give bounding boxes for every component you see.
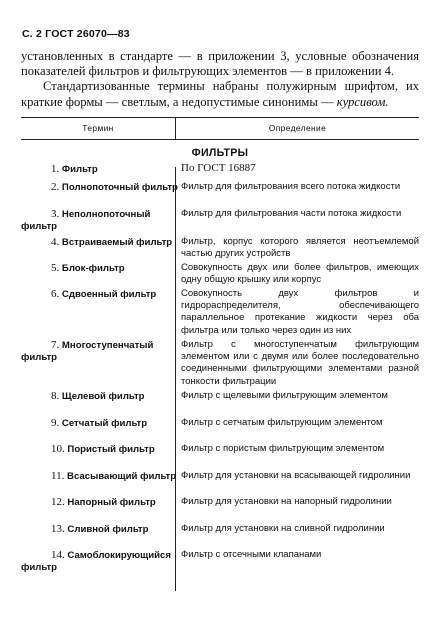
- section-title: ФИЛЬТРЫ: [191, 147, 249, 159]
- term-cell: [21, 390, 177, 403]
- term-cell: [21, 262, 177, 275]
- definition-cell: Фильтр для установки на всасывающей гидролинии: [181, 470, 411, 481]
- term-name: Сливной фильтр: [67, 524, 149, 535]
- term-cell: [21, 549, 174, 575]
- term-number: 11.: [51, 470, 65, 482]
- column-header-definition: Определение: [268, 123, 327, 133]
- term-cell: [21, 417, 177, 430]
- term-cell: [21, 339, 174, 365]
- term-cell: [21, 163, 177, 176]
- table-header-rule: [21, 139, 419, 140]
- intro-paragraph-2: [21, 79, 419, 109]
- term-name: Полнопоточный фильтр: [61, 182, 178, 193]
- term-cell: [21, 523, 177, 536]
- definition-cell: По ГОСТ 16887: [181, 162, 256, 174]
- term-number: 12.: [51, 496, 65, 508]
- term-number: 6.: [51, 288, 60, 300]
- column-header-term: Термин: [82, 123, 114, 133]
- definition-cell: Фильтр для установки на напорный гидролинии: [181, 496, 392, 507]
- definition-cell: Фильтр с отсечными клапанами: [181, 549, 322, 560]
- term-name: Неполнопоточный фильтр: [21, 209, 151, 233]
- definition-cell: Фильтр, корпус которого является неотъемлемой частью других устройств: [181, 236, 419, 260]
- term-name: Самоблокирующийся фильтр: [21, 550, 171, 574]
- term-number: 5.: [51, 262, 60, 274]
- definition-cell: Фильтр с пористым фильтрующим элементом: [181, 443, 385, 454]
- term-cell: [21, 208, 174, 234]
- term-cell: [21, 236, 177, 249]
- term-cell: [21, 181, 177, 194]
- definition-cell: Фильтр с щелевыми фильтрующим элементом: [181, 390, 388, 401]
- term-name: Напорный фильтр: [67, 497, 156, 508]
- definition-cell: Фильтр для фильтрования всего потока жидкости: [181, 181, 401, 192]
- term-number: 7.: [51, 339, 60, 351]
- term-number: 1.: [51, 163, 60, 175]
- term-number: 9.: [51, 417, 60, 429]
- definition-cell: Фильтр для фильтрования части потока жидкости: [181, 208, 402, 219]
- term-cell: [21, 496, 177, 509]
- definition-cell: Совокупность двух или более фильтров, имеющих одну общую крышку или корпус: [181, 262, 419, 286]
- term-name: Сдвоенный фильтр: [61, 289, 157, 300]
- term-number: 14.: [51, 549, 65, 561]
- term-name: Всасывающий фильтр: [67, 471, 177, 482]
- term-number: 3.: [51, 208, 60, 220]
- term-name: Щелевой фильтр: [61, 391, 145, 402]
- intro-italic-word: курсивом.: [336, 94, 389, 109]
- page-header: С. 2 ГОСТ 26070—83: [22, 28, 130, 40]
- term-number: 2.: [51, 181, 60, 193]
- term-cell: [21, 288, 177, 301]
- term-number: 4.: [51, 236, 60, 248]
- term-name: Блок-фильтр: [61, 263, 125, 274]
- term-number: 8.: [51, 390, 60, 402]
- term-cell: [21, 470, 177, 483]
- definition-cell: Совокупность двух фильтров и гидрораспределителя, обеспечивающего параллельное протекание жидкости через оба фильтра или только через один из них: [181, 288, 419, 336]
- intro-paragraph-1: установленных в стандарте — в приложении 3, условные обозначения показателей фильтров и фильтрующих элементов — в приложении 4.: [21, 49, 419, 79]
- term-number: 10.: [51, 443, 65, 455]
- term-cell: [21, 443, 177, 456]
- term-name: Фильтр: [61, 164, 98, 175]
- intro-paragraph-2-text: Стандартизованные термины набраны полужирным шрифтом, их краткие формы — светлым, а недопустимые синонимы —: [21, 79, 419, 109]
- term-name: Многоступенчатый фильтр: [21, 340, 154, 364]
- intro-text: [21, 49, 419, 110]
- definition-cell: Фильтр с многоступенчатым фильтрующим элементом или с двумя или более последовательно соединенными фильтрующими элементами разной тонкости фильтрации: [181, 339, 419, 387]
- definition-cell: Фильтр для установки на сливной гидролинии: [181, 523, 385, 534]
- term-name: Сетчатый фильтр: [61, 418, 148, 429]
- term-name: Пористый фильтр: [67, 444, 155, 455]
- definition-cell: Фильтр с сетчатым фильтрующим элементом: [181, 417, 383, 428]
- term-number: 13.: [51, 523, 65, 535]
- term-name: Встраиваемый фильтр: [61, 237, 173, 248]
